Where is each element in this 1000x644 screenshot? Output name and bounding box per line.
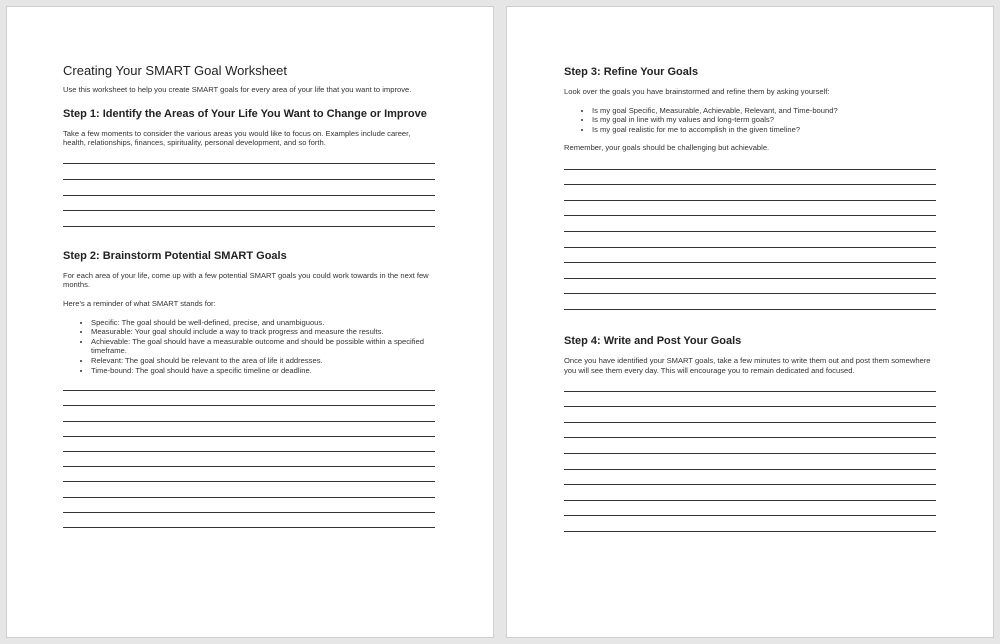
step-3-heading: Step 3: Refine Your Goals	[564, 66, 699, 78]
writing-line[interactable]	[564, 516, 936, 532]
step-4-heading: Step 4: Write and Post Your Goals	[564, 334, 742, 347]
intro-text: Use this worksheet to help you create SMART goals for every area of your life that you want to improve.	[63, 85, 412, 94]
writing-line[interactable]	[63, 180, 435, 196]
writing-line[interactable]	[63, 391, 435, 406]
page-1-content	[63, 63, 435, 528]
worksheet-page-1	[6, 6, 494, 638]
step-4-text: Once you have identified your SMART goals, take a few minutes to write them out and post them somewhere you will see them every day. This will encourage you to remain dedicated and focused.	[564, 355, 931, 375]
writing-line[interactable]	[63, 376, 435, 391]
writing-line[interactable]	[564, 232, 936, 248]
list-item: • Is my goal Specific, Measurable, Achievable, Relevant, and Time-bound?	[592, 106, 936, 116]
writing-line[interactable]	[63, 482, 435, 497]
writing-line[interactable]	[564, 294, 936, 310]
writing-line[interactable]	[564, 454, 936, 470]
writing-line[interactable]	[63, 498, 435, 513]
step-2-text: For each area of your life, come up with a few potential SMART goals you could work towards in the next few months.	[63, 270, 429, 290]
writing-line[interactable]	[63, 406, 435, 421]
writing-line[interactable]	[564, 485, 936, 501]
page-title: Creating Your SMART Goal Worksheet	[63, 63, 288, 78]
writing-line[interactable]	[564, 263, 936, 279]
step-3-remember-text: Remember, your goals should be challenging but achievable.	[564, 143, 770, 153]
writing-line[interactable]	[564, 407, 936, 423]
writing-line[interactable]	[564, 154, 936, 170]
writing-line[interactable]	[63, 211, 435, 227]
writing-line[interactable]	[63, 437, 435, 452]
step-1-writing-lines	[63, 149, 435, 227]
writing-line[interactable]	[63, 452, 435, 467]
refine-questions-list	[564, 106, 936, 135]
writing-line[interactable]	[63, 149, 435, 165]
writing-line[interactable]	[564, 501, 936, 517]
writing-line[interactable]	[63, 196, 435, 212]
step-2-writing-lines	[63, 376, 435, 528]
list-item: • Is my goal in line with my values and long-term goals?	[592, 115, 936, 125]
worksheet-page-2	[506, 6, 994, 638]
writing-line[interactable]	[63, 467, 435, 482]
list-item: • Time-bound: The goal should have a specific timeline or deadline.	[91, 366, 435, 376]
list-item: • Specific: The goal should be well-defined, precise, and unambiguous.	[91, 318, 435, 328]
writing-line[interactable]	[564, 423, 936, 439]
writing-line[interactable]	[564, 279, 936, 295]
writing-line[interactable]	[564, 248, 936, 264]
writing-line[interactable]	[564, 438, 936, 454]
writing-line[interactable]	[63, 422, 435, 437]
writing-line[interactable]	[564, 170, 936, 186]
list-item: • Achievable: The goal should have a measurable outcome and should be possible within a specified timeframe.	[91, 337, 435, 356]
list-item: • Measurable: Your goal should include a way to track progress and measure the results.	[91, 327, 435, 337]
writing-line[interactable]	[564, 216, 936, 232]
step-2-heading: Step 2: Brainstorm Potential SMART Goals	[63, 249, 287, 262]
step-4-writing-lines	[564, 376, 936, 532]
writing-line[interactable]	[564, 376, 936, 392]
writing-line[interactable]	[564, 201, 936, 217]
step-3-writing-lines	[564, 154, 936, 310]
step-1-text: Take a few moments to consider the various areas you would like to focus on. Examples include career, health, relationships, finances, spirituality, personal development, and so forth.	[63, 128, 411, 148]
smart-definition-list	[63, 318, 435, 376]
writing-line[interactable]	[63, 513, 435, 528]
writing-line[interactable]	[63, 164, 435, 180]
step-1-heading: Step 1: Identify the Areas of Your Life You Want to Change or Improve	[63, 107, 427, 120]
list-item: • Relevant: The goal should be relevant to the area of life it addresses.	[91, 356, 435, 366]
step-3-text: Look over the goals you have brainstormed and refine them by asking yourself:	[564, 87, 830, 96]
writing-line[interactable]	[564, 392, 936, 408]
smart-reminder-text: Here's a reminder of what SMART stands for:	[63, 298, 216, 308]
list-item: • Is my goal realistic for me to accomplish in the given timeline?	[592, 125, 936, 135]
writing-line[interactable]	[564, 470, 936, 486]
writing-line[interactable]	[564, 185, 936, 201]
page-2-content	[564, 63, 936, 532]
